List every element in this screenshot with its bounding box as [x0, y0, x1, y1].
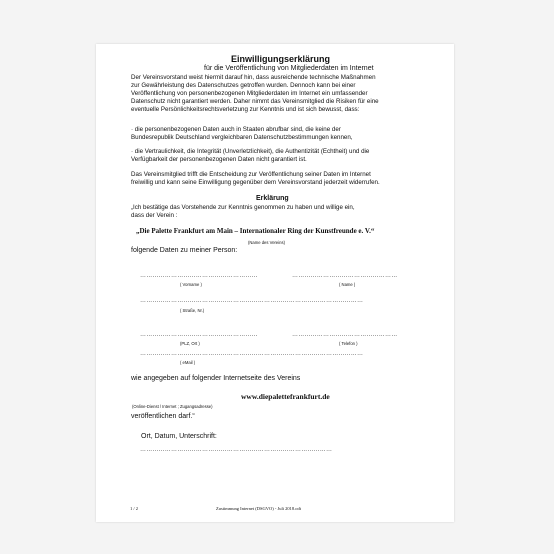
publish-text: veröffentlichen darf.“ — [131, 413, 195, 420]
consent-paragraph — [131, 204, 421, 220]
text-line: Datenschutz nicht garantiert werden. Daher nimmt das Vereinsmitglied die Risiken für eine — [131, 98, 379, 105]
intro-paragraph — [131, 74, 421, 114]
email-caption: ( eMail ) — [180, 360, 196, 365]
strasse-caption: ( Straße, Nr.) — [180, 308, 205, 313]
text-line: zur Gewährleistung des Datenschutzes getroffen wurden. Dennoch kann bei einer — [131, 82, 356, 89]
telefon-caption: ( Telefon ) — [339, 341, 358, 346]
text-line: Bundesrepublik Deutschland vergleichbaren Datenschutzbestimmungen kennen, — [131, 134, 353, 141]
erklaerung-heading: Erklärung — [256, 195, 289, 202]
website-intro: wie angegeben auf folgender Internetseite des Vereins — [131, 375, 301, 382]
vorname-line[interactable]: ………………………………………………… — [140, 273, 258, 279]
text-line: Der Vereinsvorstand weist hiermit darauf hin, dass ausreichende technische Maßnahmen — [131, 74, 376, 81]
strasse-line[interactable]: ……………………………………………………………………………………………… — [140, 298, 364, 304]
name-line[interactable]: …………………………………………… — [292, 273, 398, 279]
vorname-caption: ( Vorname ) — [180, 282, 202, 287]
club-name: „Die Palette Frankfurt am Main – Internationaler Ring der Kunstfreunde e. V.“ — [136, 227, 375, 235]
decision-paragraph — [131, 171, 421, 187]
text-line: Das Vereinsmitglied trifft die Entscheidung zur Veröffentlichung seiner Daten im Internet — [131, 171, 371, 178]
bullet-paragraph-2 — [131, 148, 421, 164]
personal-data-intro: folgende Daten zu meiner Person: — [131, 247, 238, 254]
document-title: Einwilligungserklärung — [231, 54, 331, 64]
document-page — [96, 44, 454, 522]
text-line: Verfügbarkeit der personenbezogenen Daten nicht garantiert ist. — [131, 156, 307, 163]
text-line: „Ich bestätige das Vorstehende zur Kenntnis genommen zu haben und willige ein, — [131, 204, 355, 211]
text-line: dass der Verein : — [131, 212, 178, 219]
plz-caption: (PLZ, Ort ) — [180, 341, 200, 346]
text-line: · die Vertraulichkeit, die Integrität (Unverletzlichkeit), die Authentizität (Echtheit) und die — [131, 148, 370, 155]
telefon-line[interactable]: …………………………………………… — [292, 332, 398, 338]
footer-page-number: 1 / 2 — [130, 506, 139, 511]
footer-filename: Zustimmung Internet (DSGVO) - Juli 2018.odt — [216, 506, 301, 511]
bullet-paragraph-1 — [131, 126, 421, 142]
website-caption: (Online-Dienst / Internet ; Zugangsadresse) — [132, 404, 213, 409]
signature-line[interactable]: ………………………………………………………………………………… — [140, 447, 333, 453]
name-caption: ( Name ) — [339, 282, 356, 287]
email-line[interactable]: ……………………………………………………………………………………………… — [140, 351, 364, 357]
text-line: freiwillig und kann seine Einwilligung gegenüber dem Vereinsvorstand jederzeit widerrufen. — [131, 179, 380, 186]
club-name-caption: (Name des Vereins) — [248, 240, 286, 245]
signature-label: Ort, Datum, Unterschrift: — [141, 433, 217, 440]
text-line: eventuelle Persönlichkeitsrechtsverletzung zur Kenntnis und ist sich bewusst, dass: — [131, 106, 360, 113]
text-line: · die personenbezogenen Daten auch in Staaten abrufbar sind, die keine der — [131, 126, 341, 133]
plz-line[interactable]: ………………………………………………… — [140, 332, 258, 338]
document-subtitle: für die Veröffentlichung von Mitgliederdaten im Internet — [204, 65, 374, 72]
text-line: Veröffentlichung von personenbezogenen Mitgliederdaten im Internet ein umfassender — [131, 90, 368, 97]
website-url: www.diepalettefrankfurt.de — [241, 392, 330, 401]
